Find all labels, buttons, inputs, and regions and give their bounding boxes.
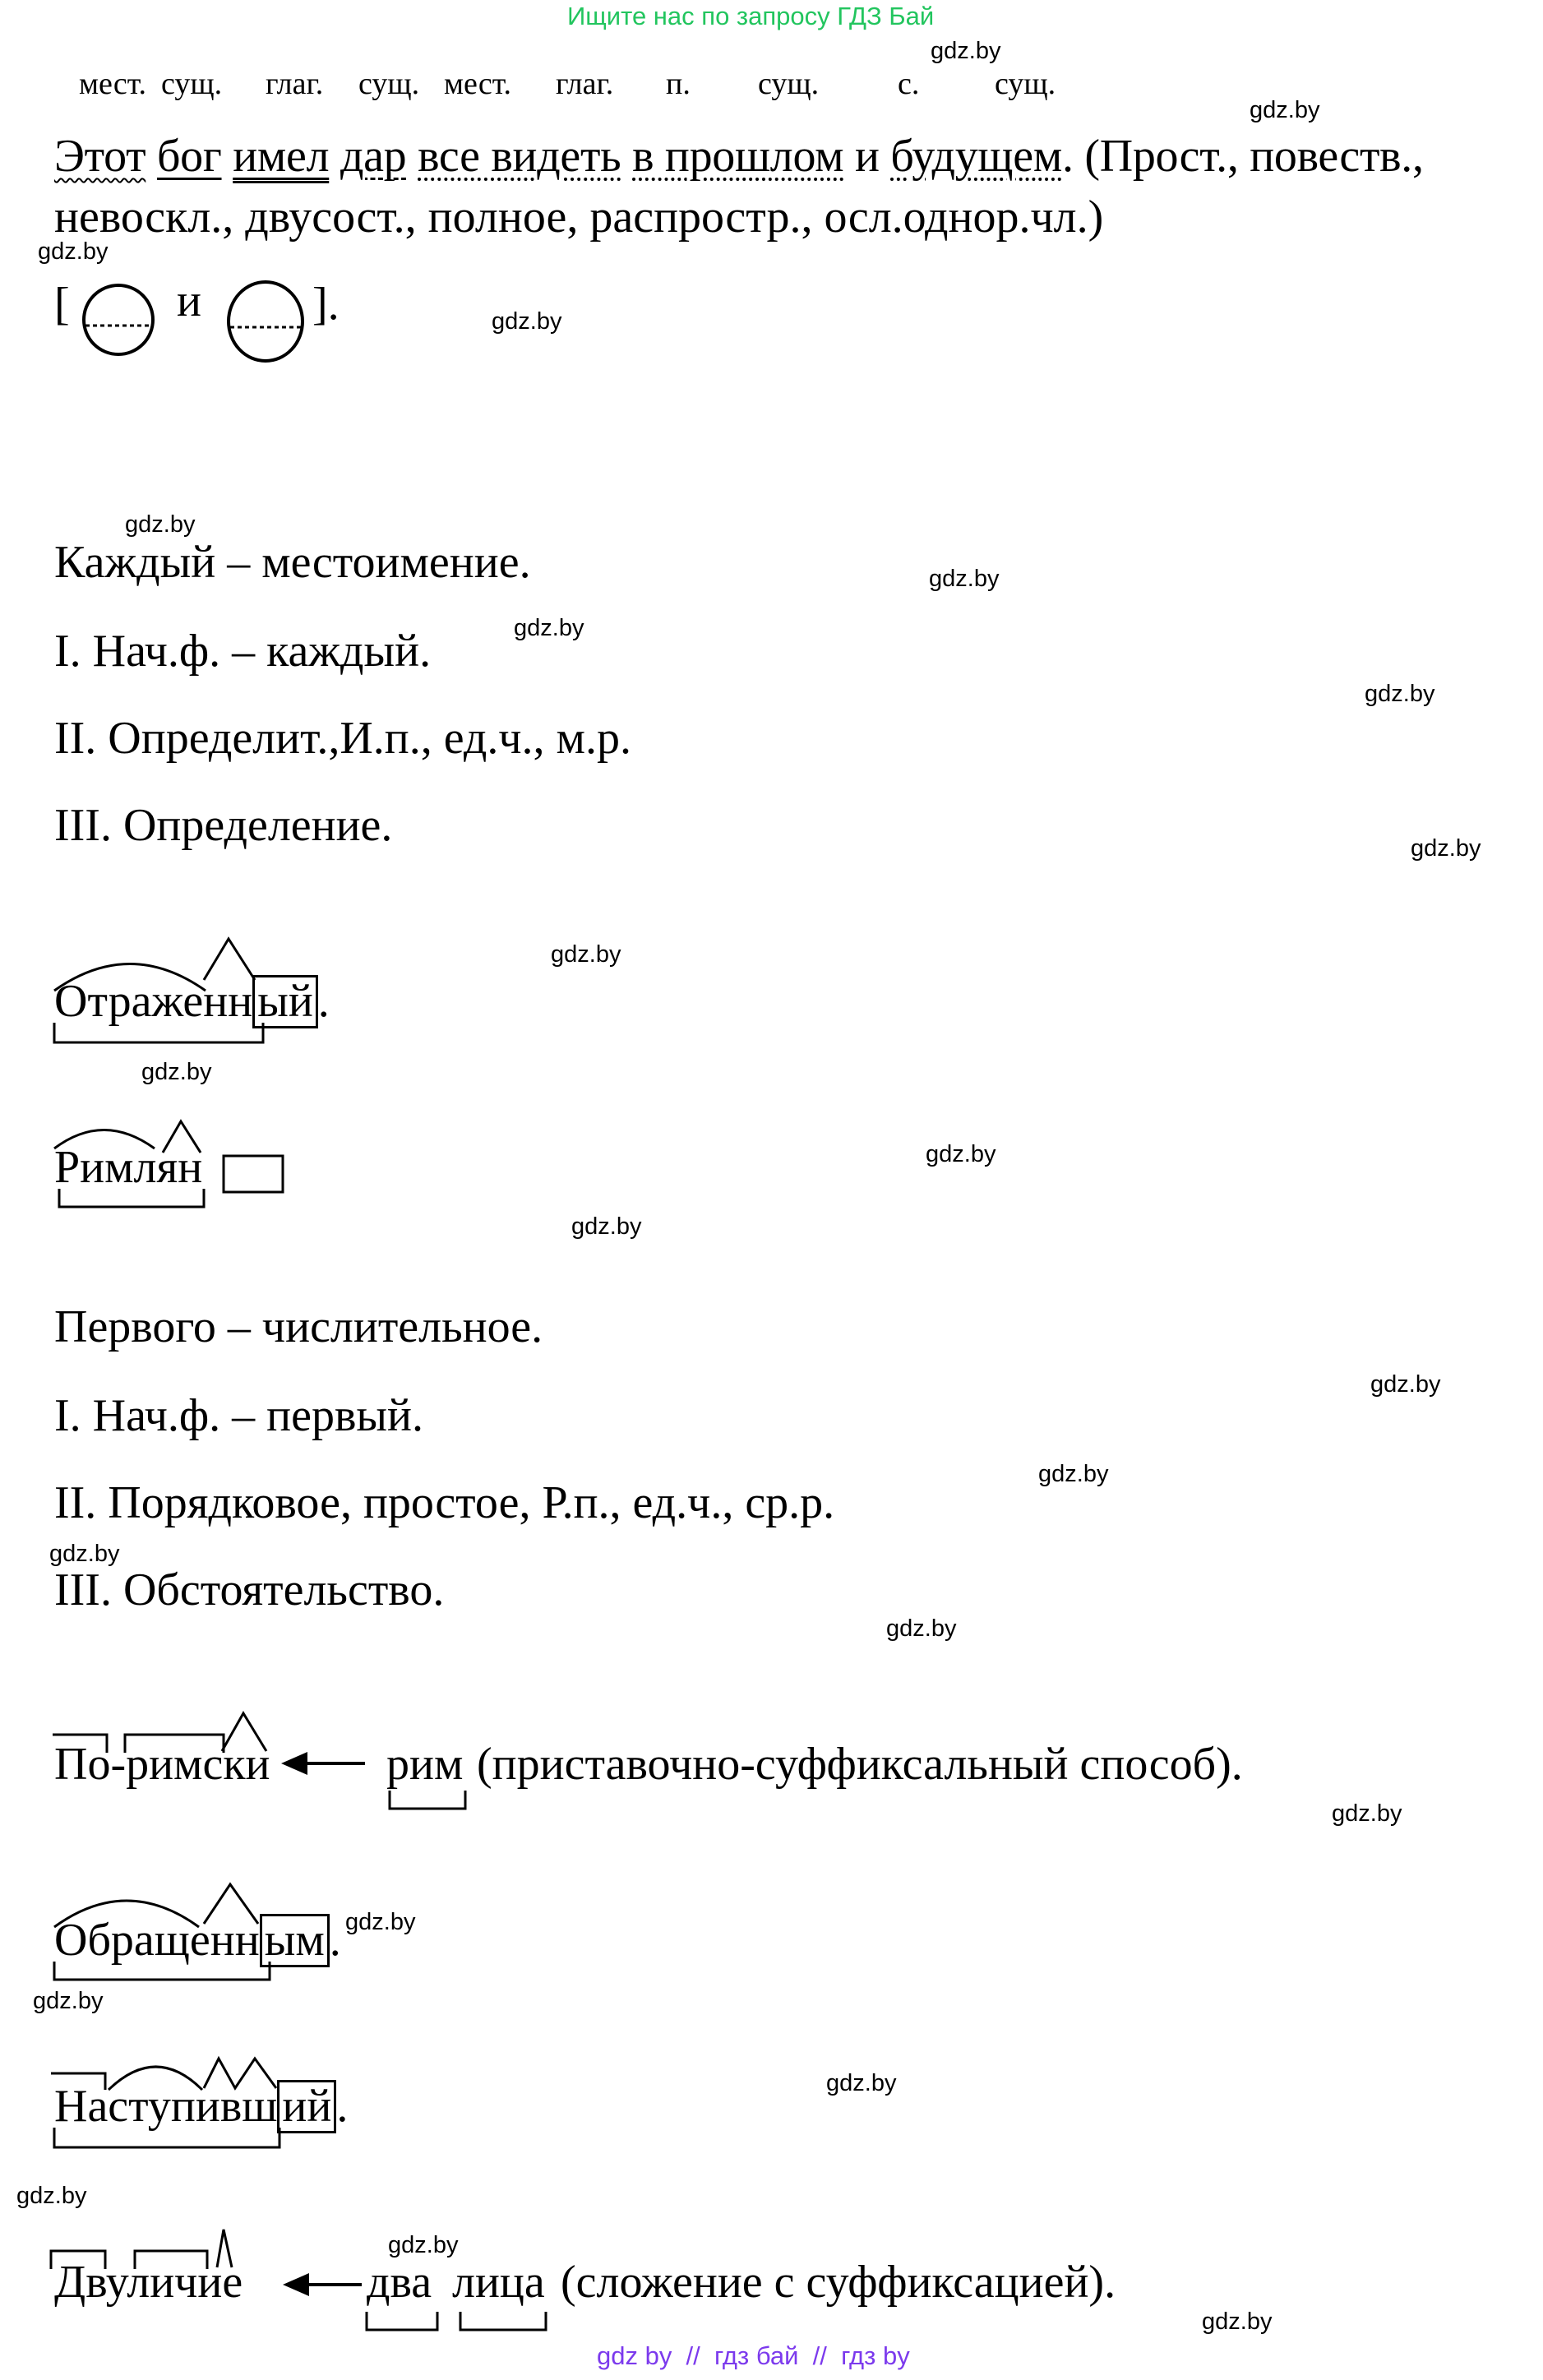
- watermark: gdz.by: [1038, 1461, 1109, 1487]
- word-etot: Этот: [54, 131, 146, 182]
- watermark: gdz.by: [388, 2232, 459, 2258]
- analysis1-title: Каждый – местоимение.: [54, 537, 531, 588]
- morph-source-litsa: лица: [452, 2257, 545, 2308]
- watermark: gdz.by: [926, 1141, 996, 1167]
- word-i: и: [854, 131, 880, 182]
- analysis2-point-3: III. Обстоятельство.: [54, 1564, 445, 1615]
- analysis2-title: Первого – числительное.: [54, 1301, 543, 1352]
- morph-ending: ий: [277, 2080, 336, 2133]
- word-budushchem: будущем: [890, 131, 1062, 182]
- watermark: gdz.by: [492, 308, 562, 335]
- morph-dot: .: [317, 976, 330, 1027]
- watermark: gdz.by: [49, 1541, 120, 1567]
- analysis2-point-1: I. Нач.ф. – первый.: [54, 1390, 424, 1441]
- watermark: gdz.by: [1250, 97, 1320, 123]
- morph-stem: Отраженн: [54, 976, 253, 1027]
- watermark: gdz.by: [1370, 1371, 1441, 1398]
- morph-source-rim: рим: [386, 1739, 464, 1790]
- watermark: gdz.by: [1411, 835, 1481, 862]
- sentence-rest: . (Прост., повеств.,: [1061, 131, 1424, 182]
- pos-label: глаг.: [266, 67, 324, 101]
- morph-source-dva: два: [367, 2257, 432, 2308]
- word-v-proshlom: в прошлом: [632, 131, 844, 182]
- scheme-conj: и: [177, 275, 201, 326]
- word-vse-videt: все видеть: [418, 131, 621, 182]
- watermark: gdz.by: [345, 1909, 416, 1935]
- sentence-line-2: невоскл., двусост., полное, распростр., осл.однор.чл.): [54, 192, 1104, 243]
- watermark: gdz.by: [929, 566, 1000, 592]
- pos-label: сущ.: [161, 67, 223, 101]
- watermark: gdz.by: [514, 615, 584, 641]
- morph-dot: .: [329, 1915, 341, 1966]
- pos-label: мест.: [79, 67, 146, 101]
- morph-word-dvulichie: Двуличие: [54, 2257, 243, 2308]
- word-imel: имел: [233, 131, 330, 182]
- scheme-open-bracket: [: [54, 279, 70, 330]
- analysis1-point-3: III. Определение.: [54, 800, 393, 851]
- morph-word-po-rimski: По-римски: [54, 1739, 270, 1790]
- watermark: gdz.by: [571, 1213, 642, 1240]
- footer-text: gdz by // гдз бай // гдз by: [597, 2341, 910, 2370]
- watermark: gdz.by: [1332, 1800, 1402, 1827]
- watermark: gdz.by: [125, 511, 196, 538]
- pos-label: глаг.: [556, 67, 614, 101]
- morph-ending: ым: [260, 1914, 330, 1967]
- morph-word-rimlyan: Римлян: [54, 1142, 203, 1193]
- watermark: gdz.by: [1365, 681, 1435, 707]
- morph-stem: Наступивш: [54, 2081, 278, 2132]
- watermark: gdz.by: [38, 238, 109, 265]
- header-search-text: Ищите нас по запросу ГДЗ Бай: [567, 2, 935, 30]
- morph-note-po-rimski: (приставочно-суффиксальный способ).: [477, 1739, 1243, 1790]
- watermark: gdz.by: [141, 1059, 212, 1085]
- analysis2-point-2: II. Порядковое, простое, Р.п., ед.ч., ср.р.: [54, 1477, 835, 1528]
- morph-note-dvulichie: (сложение с суффиксацией).: [561, 2257, 1116, 2308]
- scheme-close-bracket: ].: [312, 279, 340, 330]
- analysis1-point-1: I. Нач.ф. – каждый.: [54, 626, 432, 677]
- watermark: gdz.by: [551, 941, 621, 968]
- watermark: gdz.by: [1202, 2308, 1273, 2335]
- watermark: gdz.by: [886, 1615, 957, 1642]
- pos-label: с.: [898, 67, 920, 101]
- morph-stem: Обращенн: [54, 1915, 260, 1966]
- pos-label: сущ.: [758, 67, 820, 101]
- pos-label: мест.: [444, 67, 511, 101]
- pos-label: сущ.: [358, 67, 420, 101]
- watermark: gdz.by: [931, 38, 1001, 64]
- morph-ending: ый: [252, 975, 318, 1028]
- watermark: gdz.by: [16, 2183, 87, 2209]
- word-bog: бог: [156, 131, 222, 182]
- pos-label: сущ.: [995, 67, 1056, 101]
- pos-label: п.: [666, 67, 691, 101]
- morph-dot: .: [336, 2081, 349, 2132]
- watermark: gdz.by: [826, 2070, 897, 2096]
- analysis1-point-2: II. Определит.,И.п., ед.ч., м.р.: [54, 713, 631, 764]
- watermark: gdz.by: [33, 1988, 104, 2014]
- word-dar: дар: [340, 131, 407, 182]
